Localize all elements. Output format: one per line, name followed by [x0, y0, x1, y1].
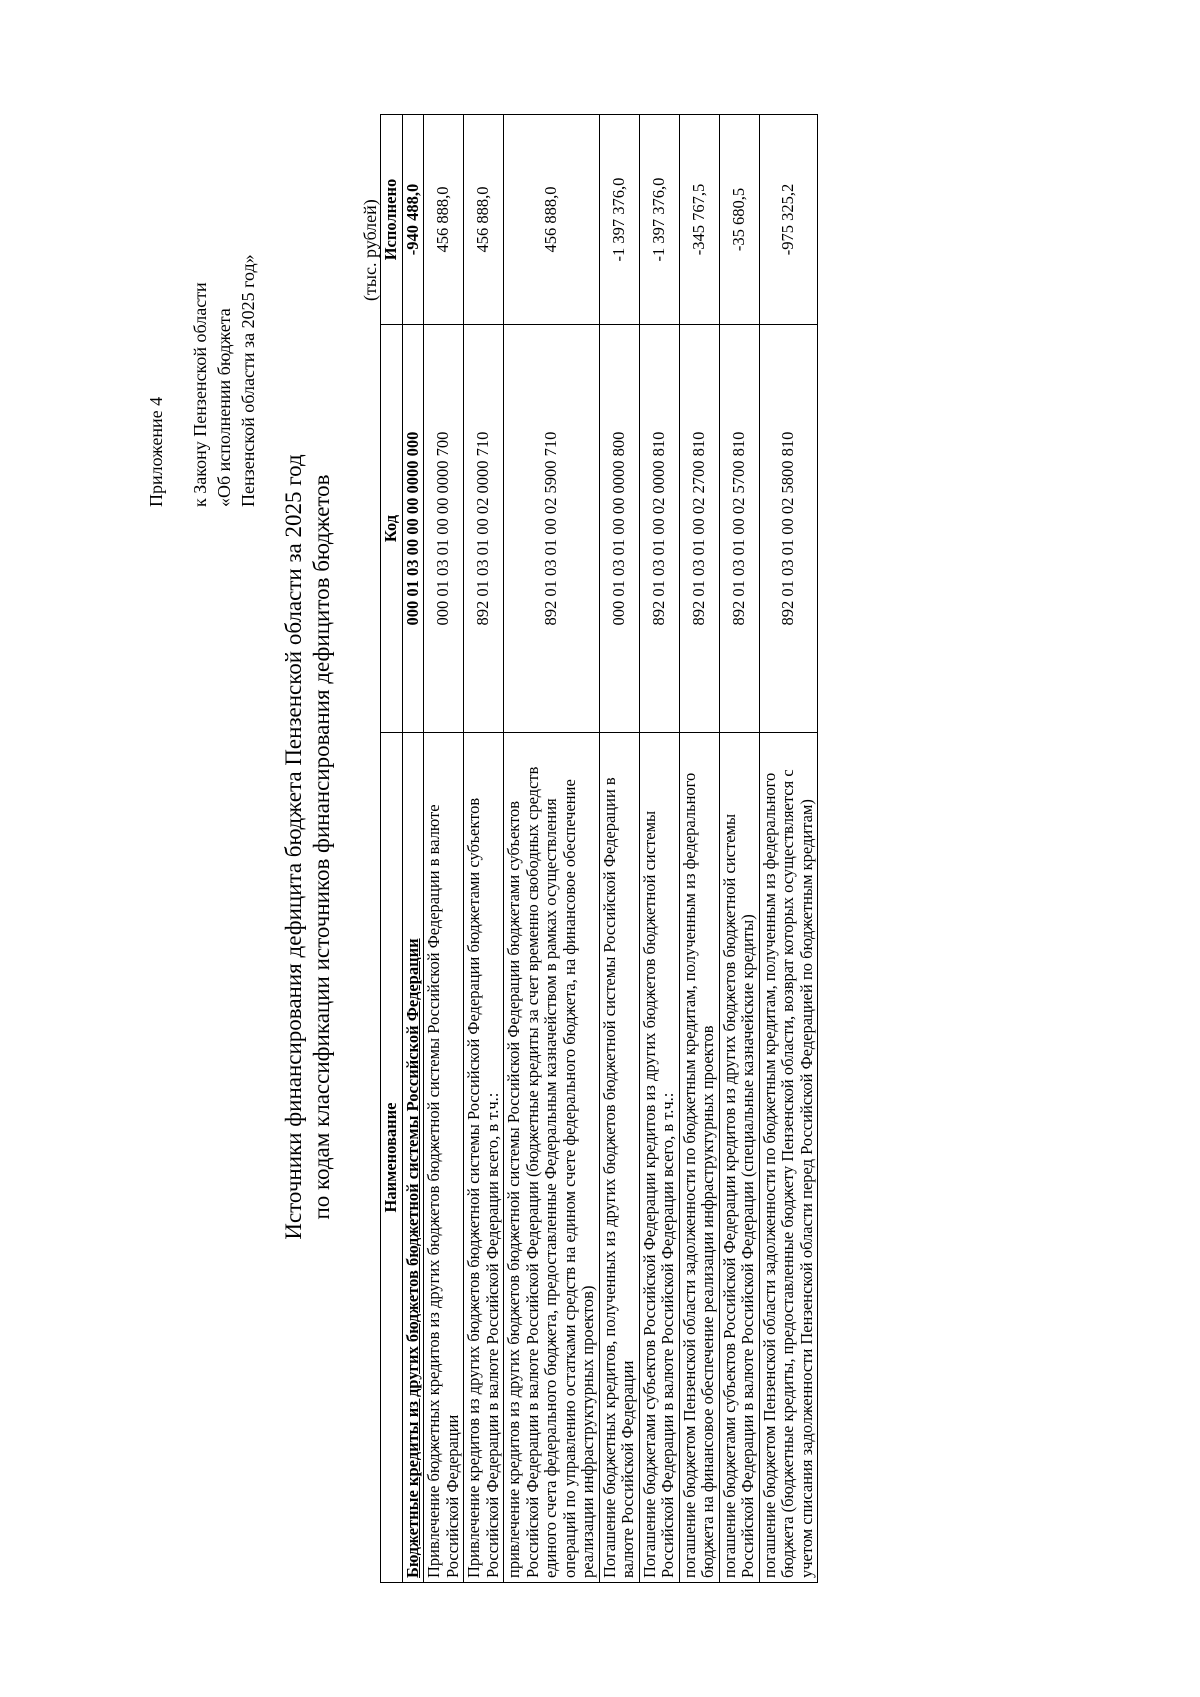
- row-name: привлечение кредитов из других бюджетов бюджетной системы Российской Федерации бюджетами субъектов Российской Федерации в валюте Российской Федерации (бюджетные кредиты за счет временно свободных средств единого счета федерального бюджета, предоставленные Федеральным казначейством в рамках осуществления операций по управлению остатками средств на едином счете федерального бюджета, на финансовое обеспечение реализации инфраструктурных проектов): [504, 733, 600, 1583]
- row-name: погашение бюджетами субъектов Российской Федерации кредитов из других бюджетов бюджетной системы Российской Федерации в валюте Российской Федерации (специальные казначейские кредиты): [719, 733, 759, 1583]
- title-line-2: по кодам классификации источников финансирования дефицитов бюджетов: [309, 474, 334, 1220]
- page-title: [280, 147, 336, 1547]
- row-code: 892 01 03 01 00 02 0000 710: [464, 325, 504, 733]
- row-name: погашение бюджетом Пензенской области задолженности по бюджетным кредитам, полученным из федерального бюджета (бюджетные кредиты, предоставленные бюджету Пензенской области, возврат которых осуществляется с учетом списания задолженности Пензенской области перед Российской Федерацией по бюджетным кредитам): [759, 733, 818, 1583]
- appendix-law-year-line: Пензенской области за 2025 год»: [238, 254, 258, 507]
- row-code: 892 01 03 01 00 02 5700 810: [719, 325, 759, 733]
- table-row: [679, 115, 719, 1583]
- table-row: [464, 115, 504, 1583]
- row-code: 000 01 03 00 00 00 0000 000: [402, 325, 424, 733]
- row-name: Бюджетные кредиты из других бюджетов бюджетной системы Российской Федерации: [402, 733, 424, 1583]
- row-value: -975 325,2: [759, 115, 818, 325]
- title-line-1: Источники финансирования дефицита бюджета Пензенской области за 2025 год: [281, 454, 306, 1240]
- row-code: 000 01 03 01 00 00 0000 800: [599, 325, 639, 733]
- table-row-total: [402, 115, 424, 1583]
- table-row: [599, 115, 639, 1583]
- table-row: [759, 115, 818, 1583]
- row-code: 000 01 03 01 00 00 0000 700: [424, 325, 464, 733]
- row-name: погашение бюджетом Пензенской области задолженности по бюджетным кредитам, полученным из федерального бюджета на финансовое обеспечение реализации инфраструктурных проектов: [679, 733, 719, 1583]
- header-name: Наименование: [381, 733, 403, 1583]
- table-row: [719, 115, 759, 1583]
- row-code: 892 01 03 01 00 02 2700 810: [679, 325, 719, 733]
- units-note: (тыс. рублей): [360, 199, 380, 301]
- row-value: -1 397 376,0: [599, 115, 639, 325]
- row-value: -35 680,5: [719, 115, 759, 325]
- row-value: 456 888,0: [424, 115, 464, 325]
- header-code: Код: [381, 325, 403, 733]
- row-code: 892 01 03 01 00 02 0000 810: [639, 325, 679, 733]
- row-value: -940 488,0: [402, 115, 424, 325]
- table-row: [424, 115, 464, 1583]
- row-name: Привлечение кредитов из других бюджетов бюджетной системы Российской Федерации бюджетами субъектов Российской Федерации в валюте Российской Федерации всего, в т.ч.:: [464, 733, 504, 1583]
- row-value: 456 888,0: [504, 115, 600, 325]
- table-row: [504, 115, 600, 1583]
- appendix-number: Приложение 4: [146, 396, 166, 507]
- appendix-law-line: к Закону Пензенской области: [190, 282, 210, 507]
- row-code: 892 01 03 01 00 02 5900 710: [504, 325, 600, 733]
- row-value: -345 767,5: [679, 115, 719, 325]
- row-value: -1 397 376,0: [639, 115, 679, 325]
- row-name: Погашение бюджетами субъектов Российской Федерации кредитов из других бюджетов бюджетной системы Российской Федерации в валюте Российской Федерации всего, в т.ч.:: [639, 733, 679, 1583]
- table-row: [639, 115, 679, 1583]
- budget-sources-table: [380, 114, 818, 1583]
- row-name: Привлечение бюджетных кредитов из других бюджетов бюджетной системы Российской Федерации в валюте Российской Федерации: [424, 733, 464, 1583]
- row-name: Погашение бюджетных кредитов, полученных из других бюджетов бюджетной системы Российской Федерации в валюте Российской Федерации: [599, 733, 639, 1583]
- header-value: Исполнено: [381, 115, 403, 325]
- appendix-note: [144, 254, 260, 507]
- row-value: 456 888,0: [464, 115, 504, 325]
- appendix-law-title-line: «Об исполнении бюджета: [214, 308, 234, 507]
- table-header-row: [381, 115, 403, 1583]
- row-code: 892 01 03 01 00 02 5800 810: [759, 325, 818, 733]
